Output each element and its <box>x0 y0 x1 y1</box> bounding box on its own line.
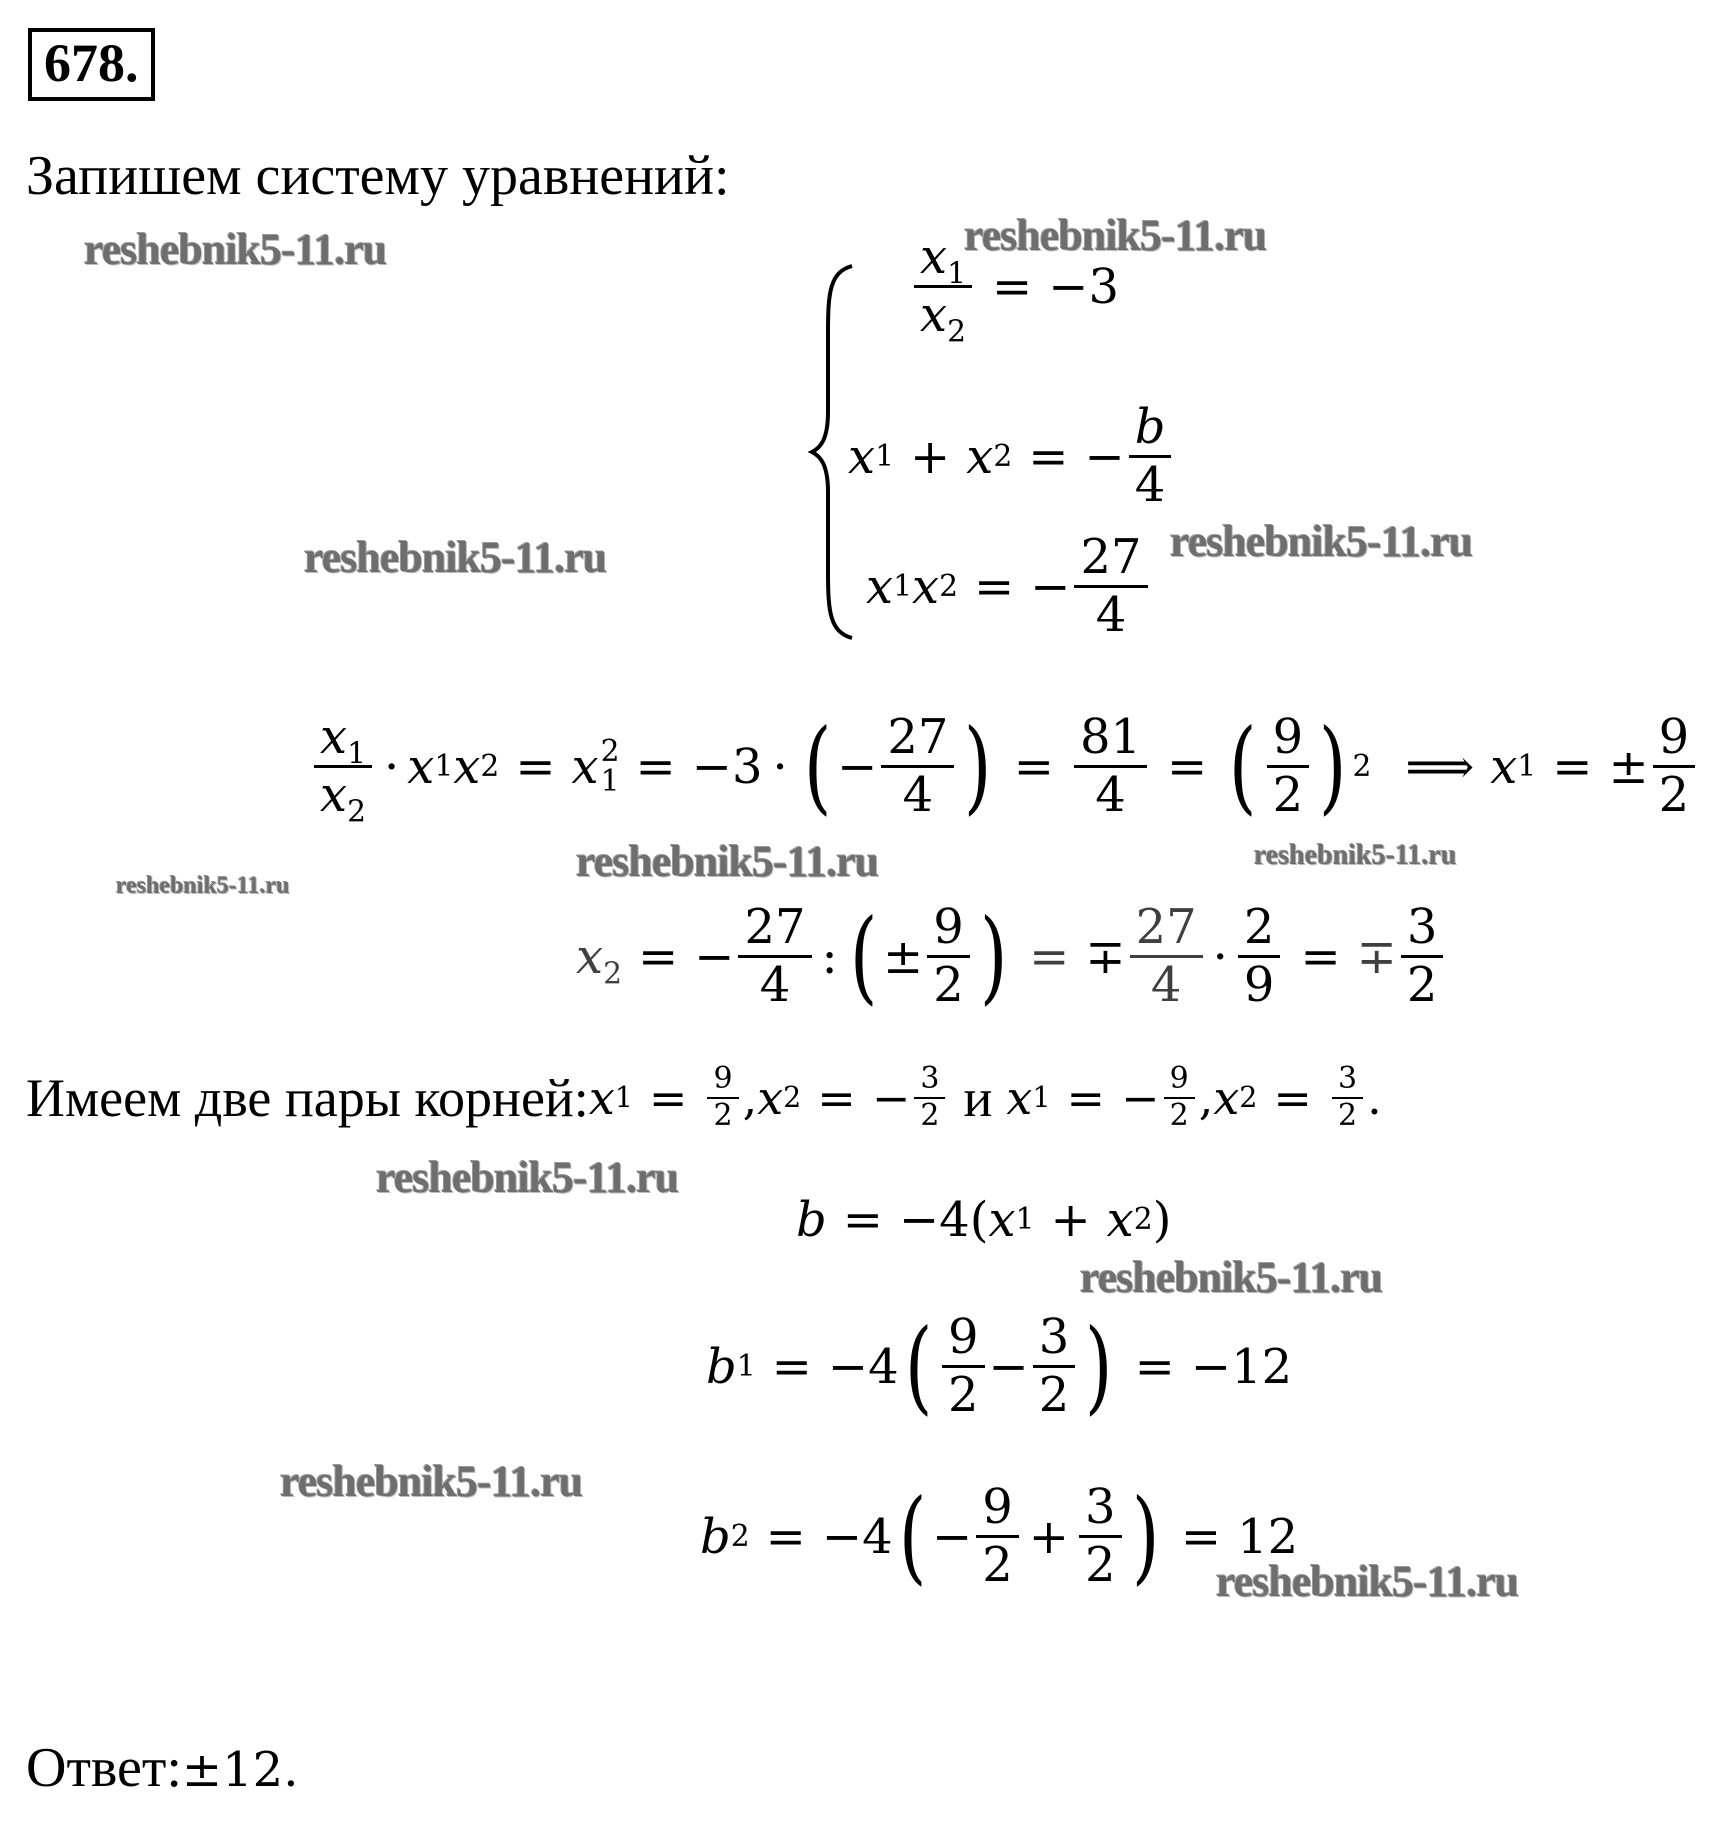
fraction: $\frac{9}{2}$ <box>927 900 970 1013</box>
watermark: reshebnik5-11.ru <box>1170 517 1473 566</box>
fraction: $\frac{27}{4}$ <box>881 710 954 823</box>
roots-pairs-line: Имеем две пары корней: x 1 = $\frac{9}{2}$ , x 2 = − $\frac{3}{2}$ и x 1 = − $\frac{9}{2}$ , x 2 = $\frac{3}{2}$ . <box>26 1061 1382 1133</box>
fraction: $\frac{3}{2}$ <box>1332 1062 1363 1133</box>
fraction: $\frac{3}{2}$ <box>914 1062 945 1133</box>
watermark: reshebnik5-11.ru <box>304 533 607 582</box>
answer-value: ±12. <box>181 1742 299 1798</box>
fraction: $\frac{2}{9}$ <box>1238 900 1281 1013</box>
system-equation-2: x 1 + x 2 = − $\frac{b}{4}$ <box>848 400 1175 513</box>
watermark: reshebnik5-11.ru <box>84 225 387 274</box>
fraction: $\frac{27}{4}$ <box>1074 530 1147 643</box>
derivation-line-2: $x_2$ = − $\frac{27}{4}$ : ( ± $\frac{9}{2}$ ) = ∓ $\frac{27}{4}$ · $\frac{2}{9}$ = ∓ $\frac{3}{2}$ <box>576 900 1447 1013</box>
fraction: $\frac{9}{2}$ <box>1653 710 1696 823</box>
fraction: $\frac{9}{2}$ <box>707 1062 738 1133</box>
fraction: $\frac{b}{4}$ <box>1129 400 1172 513</box>
fraction: $\frac{x_1}{x_2}$ <box>314 710 372 823</box>
answer-line <box>26 1737 299 1799</box>
answer-label: Ответ: <box>26 1737 182 1799</box>
derivation-line-1: $\frac{x_1}{x_2}$ · x 1 x 2 = x 2 1 = −3 · ( − $\frac{27}{4}$ ) = $\frac{81}{4}$ = ( $\frac{9}{2}$ ) 2 ⟹ x 1 = ± $\frac{9}{2}$ <box>310 710 1699 823</box>
watermark: reshebnik5-11.ru <box>1080 1253 1383 1302</box>
b2-equation: b 2 = −4 ( − $\frac{9}{2}$ + $\frac{3}{2}$ ) = 12 <box>700 1477 1299 1596</box>
fraction: $\frac{9}{2}$ <box>1164 1062 1195 1133</box>
intro-text: Запишем систему уравнений: <box>26 145 730 207</box>
system-equation-3: x 1 x 2 = − $\frac{27}{4}$ <box>866 530 1152 643</box>
fraction: $\frac{9}{2}$ <box>976 1480 1019 1593</box>
watermark: reshebnik5-11.ru <box>1254 840 1457 871</box>
system-equation-1: $\frac{x_1}{x_2}$ = −3 <box>910 230 1119 343</box>
watermark: reshebnik5-11.ru <box>116 873 290 899</box>
watermark: reshebnik5-11.ru <box>964 211 1267 260</box>
fraction: $\frac{27}{4}$ <box>1130 900 1203 1013</box>
fraction: $\frac{81}{4}$ <box>1074 710 1147 823</box>
watermark: reshebnik5-11.ru <box>576 837 879 886</box>
problem-number: 678. <box>28 28 155 101</box>
watermark: reshebnik5-11.ru <box>280 1457 583 1506</box>
fraction: $\frac{3}{2}$ <box>1401 900 1444 1013</box>
watermark: reshebnik5-11.ru <box>1216 1557 1519 1606</box>
fraction: $\frac{9}{2}$ <box>1267 710 1310 823</box>
b-formula: b = −4( x 1 + x 2 ) <box>796 1192 1172 1248</box>
fraction: $\frac{9}{2}$ <box>942 1310 985 1423</box>
fraction: $\frac{3}{2}$ <box>1079 1480 1122 1593</box>
fraction: $\frac{27}{4}$ <box>738 900 811 1013</box>
fraction: $\frac{3}{2}$ <box>1033 1310 1076 1423</box>
b1-equation: b 1 = −4 ( $\frac{9}{2}$ − $\frac{3}{2}$ ) = −12 <box>706 1307 1293 1426</box>
watermark: reshebnik5-11.ru <box>376 1153 679 1202</box>
fraction: $\frac{x_1}{x_2}$ <box>914 230 972 343</box>
